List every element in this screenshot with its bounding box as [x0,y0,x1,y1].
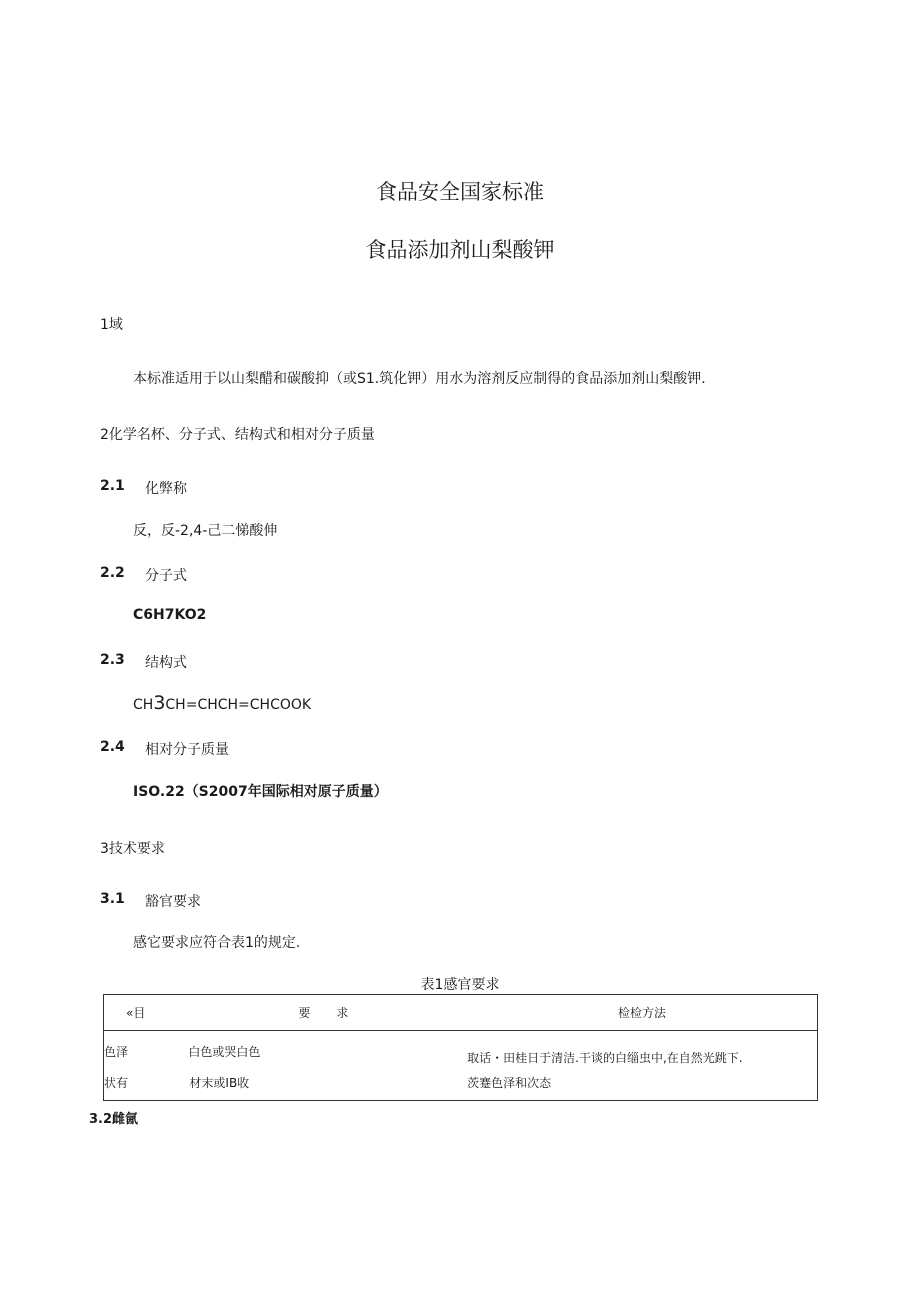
table-caption: 表1感官要求 [420,977,500,993]
header-requirement-b: 求 [336,1006,349,1020]
row-item: 色泽 [104,1045,129,1059]
row-method: 茨蹇色泽和次态 [467,1076,552,1090]
section-2-heading: 2化学名杯、分子式、结构式和相对分子质量 [100,427,375,443]
formula-part-3: CH=CHCH=CHCOOK [165,697,312,713]
row-method: 取话・田桂日于清洁.干谈的白缁虫中,在自然光跳下. [467,1051,743,1065]
header-requirement-a: 要 [298,1006,311,1020]
row-requirement [189,1031,467,1067]
section-1-text: 本标准适用于以山梨醋和碳酸抑（或S1.筑化钾）用水为溶剂反应制得的食品添加剂山梨酸钾. [133,371,706,387]
molecular-mass-value: ISO.22（S2007年国际相对原子质量） [133,784,388,800]
document-subtitle: 食品添加剂山梨酸钾 [365,238,555,262]
section-2-4-label: 相对分子质量 [145,742,229,758]
section-3-2-heading: 3.2雌氤 [89,1112,139,1127]
sensory-requirements-table [103,994,818,1101]
row-requirement-text: 白色或哭白色 [188,1045,261,1059]
row-item: 状有 [104,1076,129,1090]
section-2-2-label: 分子式 [145,568,187,584]
molecular-formula-value: C6H7KO2 [133,607,207,623]
section-3-heading: 3技术要求 [100,841,165,857]
table-header-row [104,995,818,1031]
header-item: «目 [126,1006,146,1020]
section-3-1-number: 3.1 [100,891,125,907]
section-2-2-number: 2.2 [100,565,125,581]
section-3-1-label: 豁官要求 [145,894,201,910]
header-method: 检检方法 [618,1006,667,1020]
section-1-heading: 1域 [100,317,123,333]
chemical-name-value: 反，反-2,4-己二悌酸伸 [133,523,278,539]
header-requirement [189,995,467,1031]
section-2-1-label: 化弊称 [145,481,187,497]
section-3-1-text: 感它要求应符合表1的规定. [133,935,301,951]
section-2-4-number: 2.4 [100,739,125,755]
row-requirement: 材末或IB收 [189,1076,250,1090]
section-2-3-number: 2.3 [100,652,125,668]
structural-formula-value [133,692,311,714]
table-row [104,1031,818,1067]
section-2-3-label: 结构式 [145,655,187,671]
formula-part-2: 3 [153,692,166,714]
document-title: 食品安全国家标准 [376,180,544,204]
table-row [104,1066,818,1100]
formula-part-1: CH [133,697,154,713]
section-2-1-number: 2.1 [100,478,125,494]
